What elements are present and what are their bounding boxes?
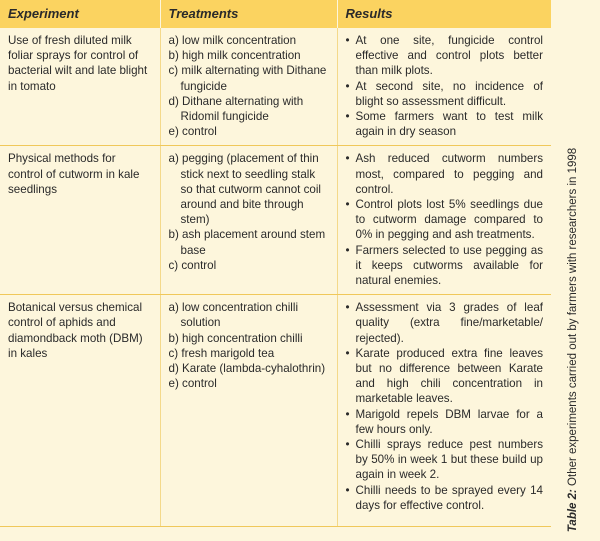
- experiment-cell: Botanical versus chemical control of aphids and diamondback moth (DBM) in kales: [0, 295, 160, 527]
- result-item: • Karate produced extra fine leaves but no difference between Karate and high chili concentration in marketable leaves.: [346, 346, 544, 407]
- header-treatments: Treatments: [160, 0, 337, 28]
- results-cell: [337, 146, 551, 295]
- treatments-cell: [160, 28, 337, 146]
- treatment-item: b) ash placement around stem base: [168, 228, 326, 257]
- treatment-item: e) control: [168, 377, 217, 391]
- table-row: [0, 28, 551, 146]
- result-item: • Chilli needs to be sprayed every 14 days for effective control.: [346, 483, 544, 513]
- treatment-item: c) fresh marigold tea: [168, 346, 275, 360]
- treatment-item: a) low milk concentration: [168, 34, 297, 47]
- result-item: • Marigold repels DBM larvae for a few hours only.: [346, 407, 544, 437]
- treatment-item: b) high milk concentration: [168, 49, 301, 63]
- table-row: [0, 295, 551, 527]
- treatment-item: c) control: [168, 258, 217, 272]
- result-item: • Chilli sprays reduce pest numbers by 50% in week 1 but these build up again in week 2.: [346, 437, 544, 483]
- header-experiment: Experiment: [0, 0, 160, 28]
- result-item: • Ash reduced cutworm numbers most, compared to pegging and control.: [346, 151, 544, 197]
- treatment-item: a) pegging (placement of thin stick next to seedling stalk so that cutworm cannot coil around and bite through stem): [168, 152, 321, 227]
- result-item: • At second site, no incidence of blight so assessment difficult.: [346, 79, 544, 109]
- table-caption: [560, 147, 586, 533]
- table-row: [0, 146, 551, 295]
- treatments-cell: [160, 146, 337, 295]
- experiment-cell: Use of fresh diluted milk foliar sprays for control of bacterial wilt and late blight in tomato: [0, 28, 160, 146]
- caption-label: Table 2:: [567, 489, 579, 533]
- header-row: [0, 0, 551, 28]
- result-item: • At one site, fungicide control effective and control plots better than milk plots.: [346, 33, 544, 79]
- header-results: Results: [337, 0, 551, 28]
- results-cell: [337, 295, 551, 527]
- treatment-item: e) control: [168, 125, 217, 139]
- table-caption-text: [567, 148, 579, 532]
- treatment-item: d) Karate (lambda-cyhalothrin): [168, 362, 326, 376]
- caption-body: Other experiments carried out by farmers with researchers in 1998: [567, 147, 579, 490]
- result-item: • Control plots lost 5% seedlings due to cutworm damage compared to 0% in pegging and ash treatments.: [346, 197, 544, 243]
- treatment-item: d) Dithane alternating with Ridomil fungicide: [168, 94, 304, 124]
- treatment-item: b) high concentration chilli: [168, 331, 303, 345]
- experiment-cell: Physical methods for control of cutworm in kale seedlings: [0, 146, 160, 295]
- result-item: • Assessment via 3 grades of leaf quality (extra fine/marketable/ rejected).: [346, 300, 544, 346]
- treatment-item: c) milk alternating with Dithane fungicide: [168, 64, 327, 93]
- results-cell: [337, 28, 551, 146]
- result-item: • Some farmers want to test milk again in dry season: [346, 109, 544, 139]
- treatment-item: a) low concentration chilli solution: [168, 301, 299, 330]
- treatments-cell: [160, 295, 337, 527]
- result-item: • Farmers selected to use pegging as it keeps cutworms available for natural enemies.: [346, 243, 544, 289]
